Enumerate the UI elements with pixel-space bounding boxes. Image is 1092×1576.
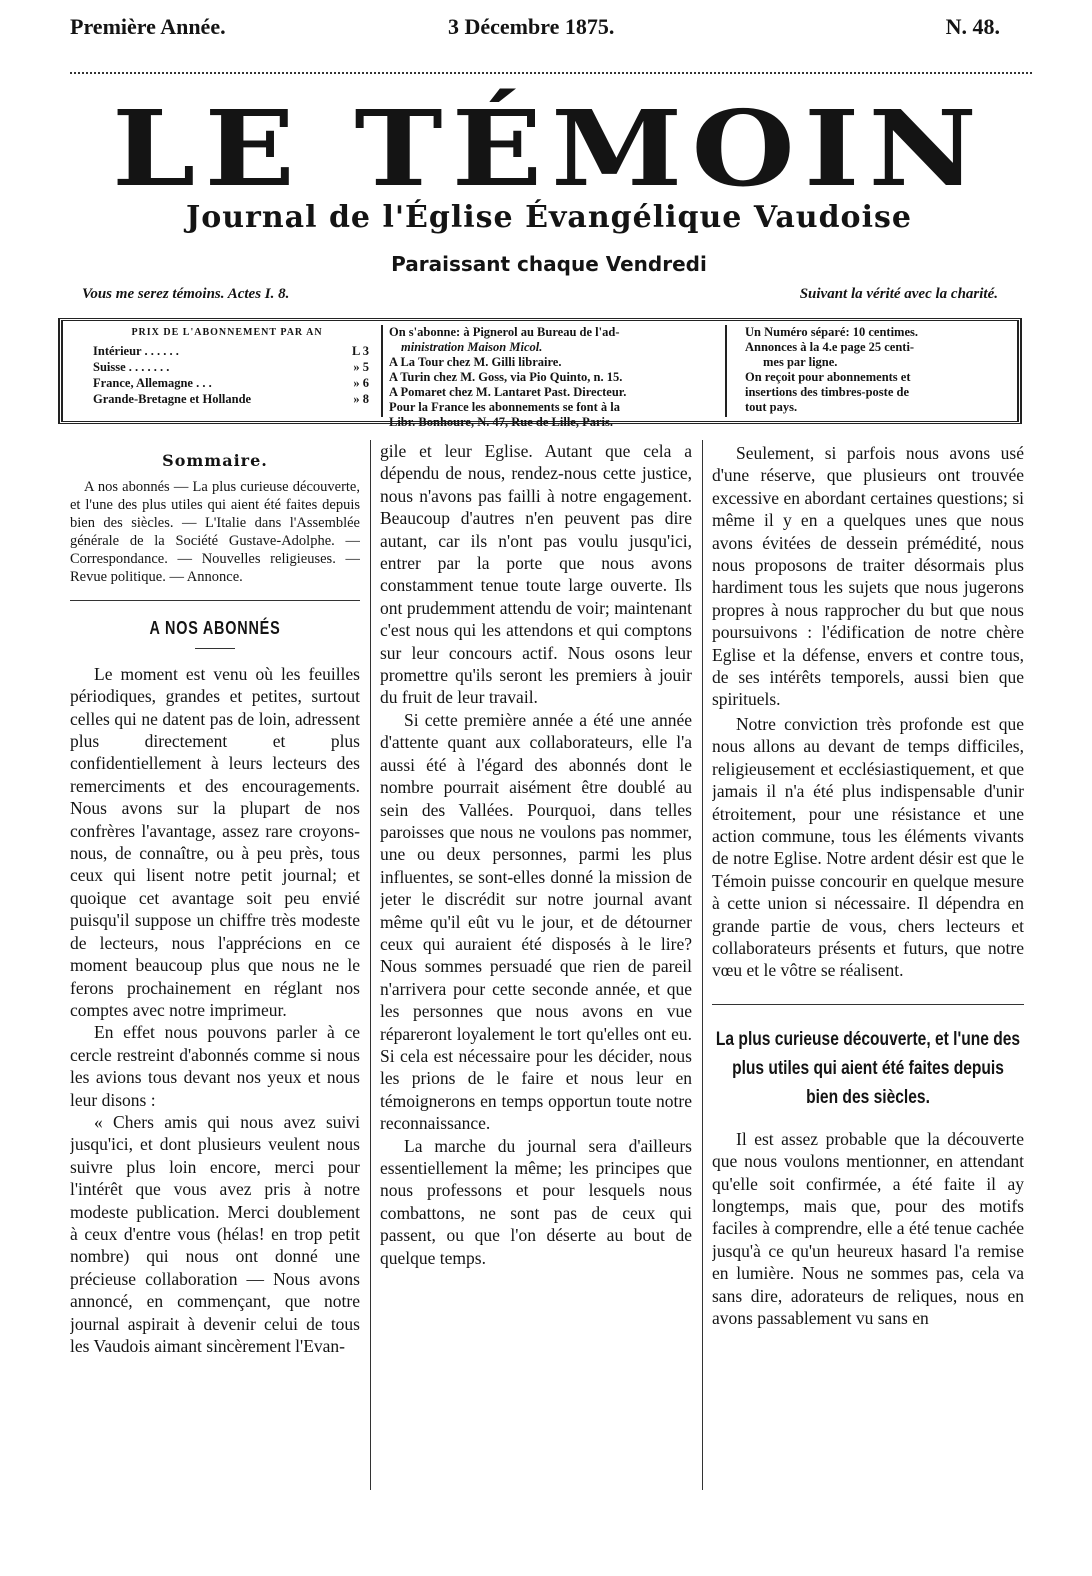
paragraph: « Chers amis qui nous avez suivi jusqu'ici, et dont plusieurs veulent nous suivre plus loin encore, merci pour l'intérêt que vous avez pris à notre modeste publication. Merci doublement à ceux d'entre vous (hélas! en trop petit nombre) qui nous ont donné une précieuse collaboration — Nous avons annoncé, en commençant, que notre journal aspirait à devenir celui de tous les Vaudois aimant sincèrement l'Evan- [70,1111,360,1356]
office-line: A La Tour chez M. Gilli libraire. [389,355,562,369]
paragraph: gile et leur Eglise. Autant que cela a dépendu de nous, rendez-nous cette justice, nous n'avons pas failli à notre engagement. Beaucoup d'autres n'en peuvent pas dire autant, car ils n'ont pas voulu jusqu'ici, entrer par la porte que nous avons constamment tenue toute large ouverte. Ils ont prudemment attendu de voir; maintenant c'est nous qui les attendons et qui comptons sur leur concours actif. Nous osons leur promettre qu'ils seront les premiers à jouir du fruit de leur travail. [380,441,692,708]
column-3 [712,440,1024,1525]
note-line: tout pays. [745,400,798,414]
note-line: On reçoit pour abonnements et [745,370,911,384]
title-dash [195,648,235,649]
article-title: La plus curieuse découverte, et l'une des plus utiles qui aient été faites depuis bien des siècles. [715,1028,1021,1108]
column-rule [370,440,371,1490]
issue-date: 3 Décembre 1875. [448,14,615,39]
column-2 [380,440,692,1485]
newspaper-title: LE TÉMOIN [111,87,987,210]
sommaire-text: A nos abonnés — La plus curieuse découverte, et l'une des plus utiles qui aient été faites depuis bien des siècles. — L'Italie dans l'Assemblée générale de la Société Gustave-Adolphe. — Correspondance. — Nouvelles religieuses. — Revue politique. — Annonce. [70,479,360,586]
paragraph: Il est assez probable que la découverte que nous voulons mentionner, en attendant qu'elle soit confirmée, a été faite il ay longtemps, mais que, pour des motifs faciles à comprendre, elle a été tenue cachée jusqu'à ce qu'un heureux hasard l'a remise en lumière. Nous ne sommes pas, cela va sans dire, adorateurs de reliques, nous en avons passablement vu sans en [712,1128,1024,1328]
paragraph: En effet nous pouvons parler à ce cercle restreint d'abonnés comme si nous les avions tous devant nos yeux et nous leur disons : [70,1022,360,1110]
note-line: insertions des timbres-poste de [745,385,910,399]
note-line: mes par ligne. [763,355,838,369]
newspaper-subtitle: Journal de l'Église Évangélique Vaudoise [186,200,912,235]
subscription-box [58,318,1022,429]
prices-heading: PRIX DE L'ABONNEMENT PAR AN [131,327,323,338]
office-line: ministration Maison Micol. [401,340,543,354]
issue-number: N. 48. [945,14,1000,39]
subscription-offices [381,325,715,429]
divider [70,600,360,601]
paragraph: Si cette première année a été une année d'attente quant aux collaborateurs, elle l'a aussi été à l'égard des abonnés dont le nombre pourrait aisément être doublé au sein des Vallées. Pourquoi, dans telles paroisses que nous ne voulons pas nommer, une ou deux personnes, parmi les plus influentes, se sont-elles donné la mission de jeter le discrédit sur notre journal avant même qu'il eût vu le jour, et de détourner ceux qui auraient été disposés à le lire? Nous sommes persuadé que rien de pareil n'arrivera pour cette seconde année, et que les personnes que nous avons en vue répareront loyalement le tort qu'elles ont eu. Si cela est nécessaire pour les décider, nous les prions de le faire et nous leur en témoignerons en temps opportun toute notre reconnaissance. [380,709,692,1134]
paragraph: Seulement, si parfois nous avons usé d'une réserve, que plusieurs ont trouvée excessive en abordant certaines questions; si même il y en a quelques unes que nous avons évitées de dessein prémédité, nous nous proposons de traiter désormais plus hardiment tous les sujets que nous jugerons propres à nous rapprocher du but que nous poursuivons : l'édification de notre chère Eglise et la défense, envers et contre tous, de ses intérêts temporels, aussi bien que spirituels. [712,443,1024,710]
divider [712,1004,1024,1005]
subscription-notes [725,325,1015,417]
column-rule [702,440,703,1490]
paragraph: La marche du journal sera d'ailleurs essentiellement la même; les principes que nous professons et pour lesquels nous combattons, ne sont pas de ceux qui passent, ou que l'on déserte au bout de quelque temps. [380,1135,692,1268]
year-label: Première Année. [70,14,226,39]
note-line: Annonces à la 4.e page 25 centi- [745,340,915,354]
note-line: Un Numéro séparé: 10 centimes. [745,325,918,339]
article-title: A NOS ABONNÉS [149,618,281,639]
paragraph: Le moment est venu où les feuilles périodiques, grandes et petites, surtout celles qui ne datent pas de loin, adressent plus directement et plus confidentiellement à leurs lecteurs des remerciments et des encouragements. Nous avons sur la plupart de nos confrères l'avantage, assez rare croyons-nous, de connaître, ou à peu près, tous ceux qui lisent notre petit journal; et quoique cet avantage soit peu envié puisqu'il suppose un chiffre très modeste de lecteurs, nous l'apprécions en ce moment beaucoup plus que nous ne le ferons prochainement en réglant nos comptes avec notre imprimeur. [70,663,360,1020]
sommaire-title: Sommaire. [162,451,268,470]
publication-frequency: Paraissant chaque Vendredi [391,252,707,276]
price-row: France, Allemagne . . . » 6 [93,376,369,390]
issue-header [70,14,1030,54]
motto-right: Suivant la vérité avec la charité. [799,286,998,302]
office-line: A Turin chez M. Goss, via Pio Quinto, n. 15. [389,370,623,384]
motto-left: Vous me serez témoins. Actes I. 8. [82,286,290,302]
office-line: A Pomaret chez M. Lantaret Past. Directeur. [389,385,627,399]
header-rule [70,72,1032,75]
price-row: Intérieur . . . . . . L 3 [93,344,369,358]
office-line: Pour la France les abonnements se font à la [389,400,621,414]
office-line: Libr. Bonhoure, N. 47, Rue de Lille, Paris. [389,415,613,429]
price-row: Suisse . . . . . . . » 5 [93,360,369,374]
office-line: On s'abonne: à Pignerol au Bureau de l'ad- [389,325,620,339]
price-row: Grande-Bretagne et Hollande » 8 [93,392,369,406]
subscription-prices [85,325,369,417]
column-1 [70,440,360,1520]
paragraph: Notre conviction très profonde est que nous allons au devant de temps difficiles, religieusement et ecclésiastiquement, et que jamais il n'a été plus indispensable d'unir étroitement, pour une résistance et une action commune, tous les éléments vivants de notre Eglise. Notre ardent désir est que le Témoin puisse concourir en quelque mesure à cette union si nécessaire. Il dépendra en grande partie de vous, chers lecteurs et collaborateurs présents et futurs, que notre vœu et le vôtre se réalisent. [712,713,1024,981]
